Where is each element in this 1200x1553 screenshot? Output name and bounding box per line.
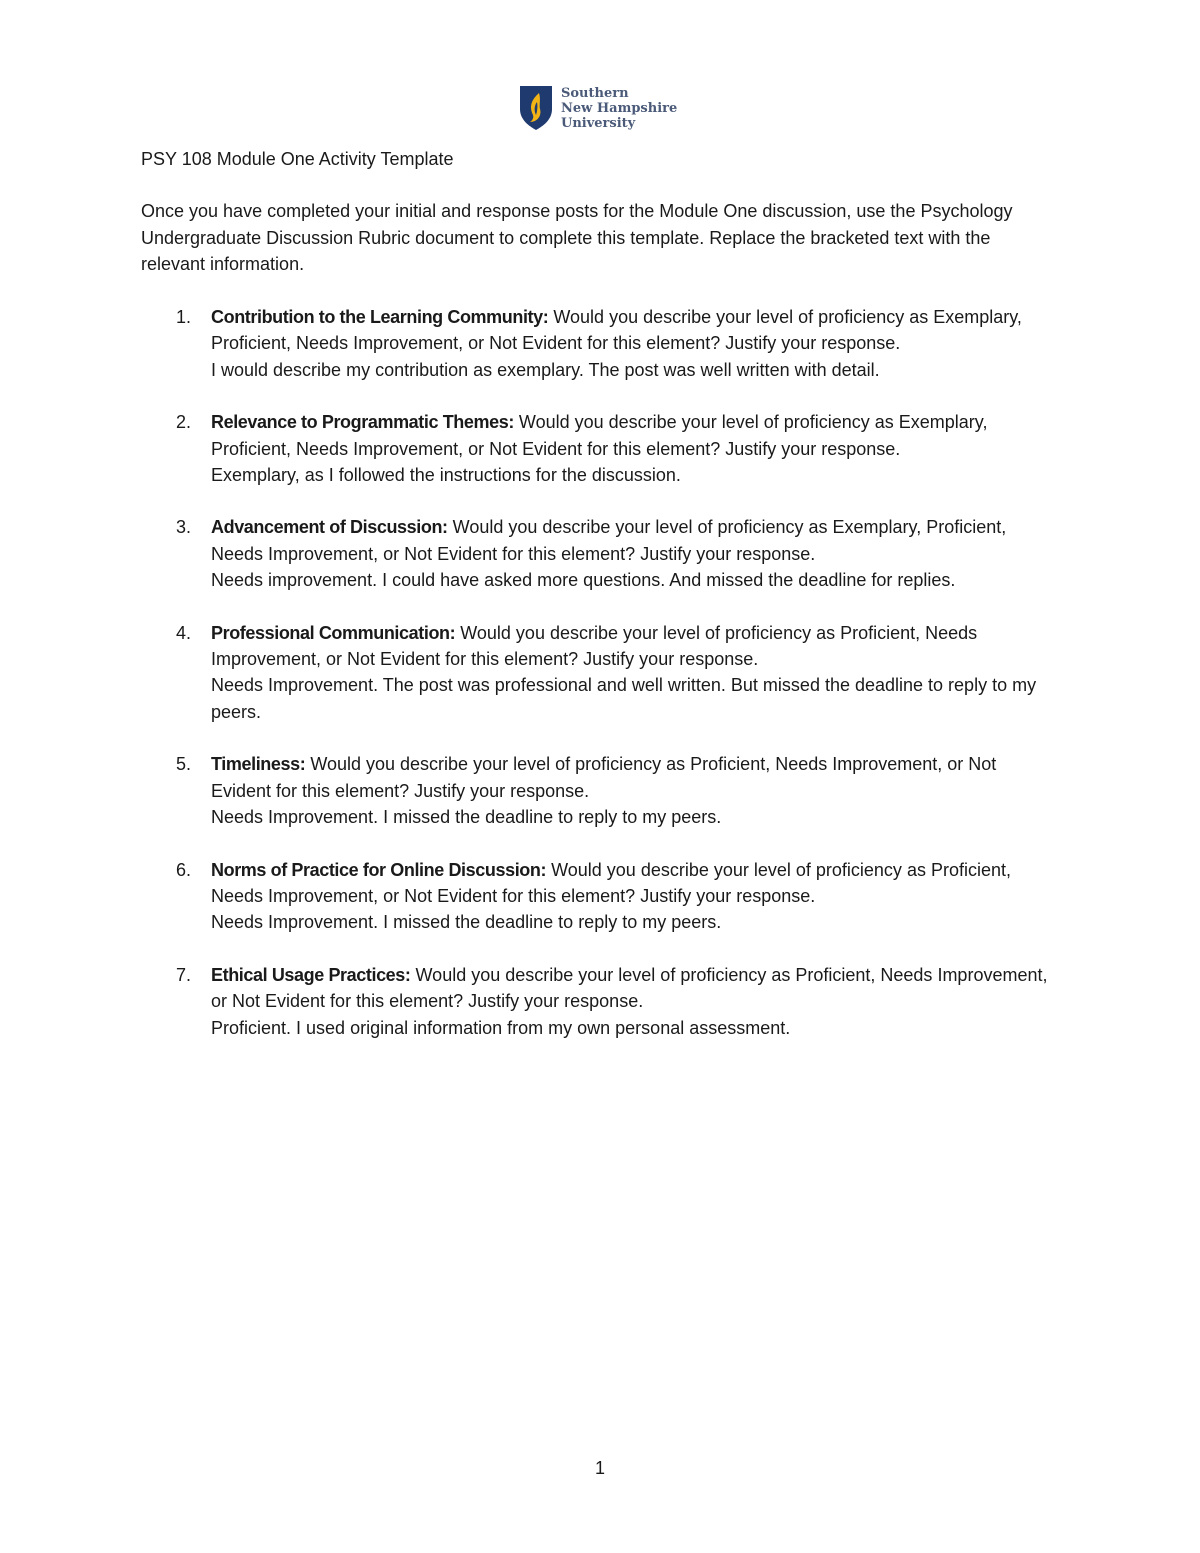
logo-line-1: Southern xyxy=(561,85,629,101)
item-answer: Needs improvement. I could have asked more questions. And missed the deadline for replies. xyxy=(211,570,956,591)
item-title: Advancement of Discussion: xyxy=(211,517,448,538)
item-title: Contribution to the Learning Community: xyxy=(211,307,549,327)
page-number: 1 xyxy=(594,1458,605,1478)
item-answer: I would describe my contribution as exemplary. The post was well written with detail. xyxy=(211,359,880,380)
item-title: Norms of Practice for Online Discussion: xyxy=(211,859,547,880)
item-number: 1. xyxy=(176,307,192,327)
list-item xyxy=(141,962,1061,1041)
item-number: 7. xyxy=(176,964,192,985)
list-item xyxy=(141,620,1061,726)
item-answer: Needs Improvement. I missed the deadline to reply to my peers. xyxy=(211,807,722,828)
item-answer: Exemplary, as I followed the instructions for the discussion. xyxy=(211,465,681,486)
item-answer: Needs Improvement. The post was professional and well written. But missed the deadline to reply to my peers. xyxy=(211,675,1037,722)
item-title: Timeliness: xyxy=(211,754,306,775)
list-item xyxy=(141,514,1061,593)
item-question: Would you describe your level of proficiency as Exemplary, Proficient, Needs Improvement, or Not Evident for this element? Justify your response. xyxy=(211,517,1007,564)
item-question: Would you describe your level of proficiency as Proficient, Needs Improvement, or Not Evident for this element? Justify your response. xyxy=(211,622,978,670)
rubric-question-list xyxy=(141,304,1061,1067)
list-item xyxy=(141,857,1061,936)
logo-line-2: New Hampshire xyxy=(561,100,678,116)
university-logo xyxy=(519,84,689,132)
item-question: Would you describe your level of proficiency as Proficient, Needs Improvement, or Not Evident for this element? Justify your response. xyxy=(211,859,1011,906)
item-title: Ethical Usage Practices: xyxy=(211,964,411,985)
document-title: PSY 108 Module One Activity Template xyxy=(141,149,454,169)
intro-paragraph: Once you have completed your initial and response posts for the Module One discussion, use the Psychology Undergraduate Discussion Rubric document to complete this template. Replace the bracketed text with the relevant information. xyxy=(141,201,1013,274)
list-item xyxy=(141,304,1061,383)
list-item xyxy=(141,409,1061,488)
item-number: 4. xyxy=(176,622,192,643)
item-number: 6. xyxy=(176,859,192,880)
item-question: Would you describe your level of proficiency as Exemplary, Proficient, Needs Improvement, or Not Evident for this element? Justify your response. xyxy=(211,412,988,459)
item-title: Professional Communication: xyxy=(211,622,456,643)
item-title: Relevance to Programmatic Themes: xyxy=(211,412,514,433)
item-number: 2. xyxy=(176,412,192,433)
logo-wordmark xyxy=(561,86,677,131)
item-number: 5. xyxy=(176,754,192,775)
logo-line-3: University xyxy=(561,115,636,131)
item-question: Would you describe your level of proficiency as Proficient, Needs Improvement, or Not Evident for this element? Justify your response. xyxy=(211,964,1048,1012)
item-answer: Needs Improvement. I missed the deadline to reply to my peers. xyxy=(211,912,722,933)
list-item xyxy=(141,751,1061,830)
item-number: 3. xyxy=(176,517,192,538)
shield-flame-icon xyxy=(519,85,553,131)
item-question: Would you describe your level of proficiency as Proficient, Needs Improvement, or Not Evident for this element? Justify your response. xyxy=(211,754,997,801)
item-question: Would you describe your level of proficiency as Exemplary, Proficient, Needs Improvement, or Not Evident for this element? Justify your response. xyxy=(211,307,1022,354)
item-answer: Proficient. I used original information from my own personal assessment. xyxy=(211,1017,791,1038)
